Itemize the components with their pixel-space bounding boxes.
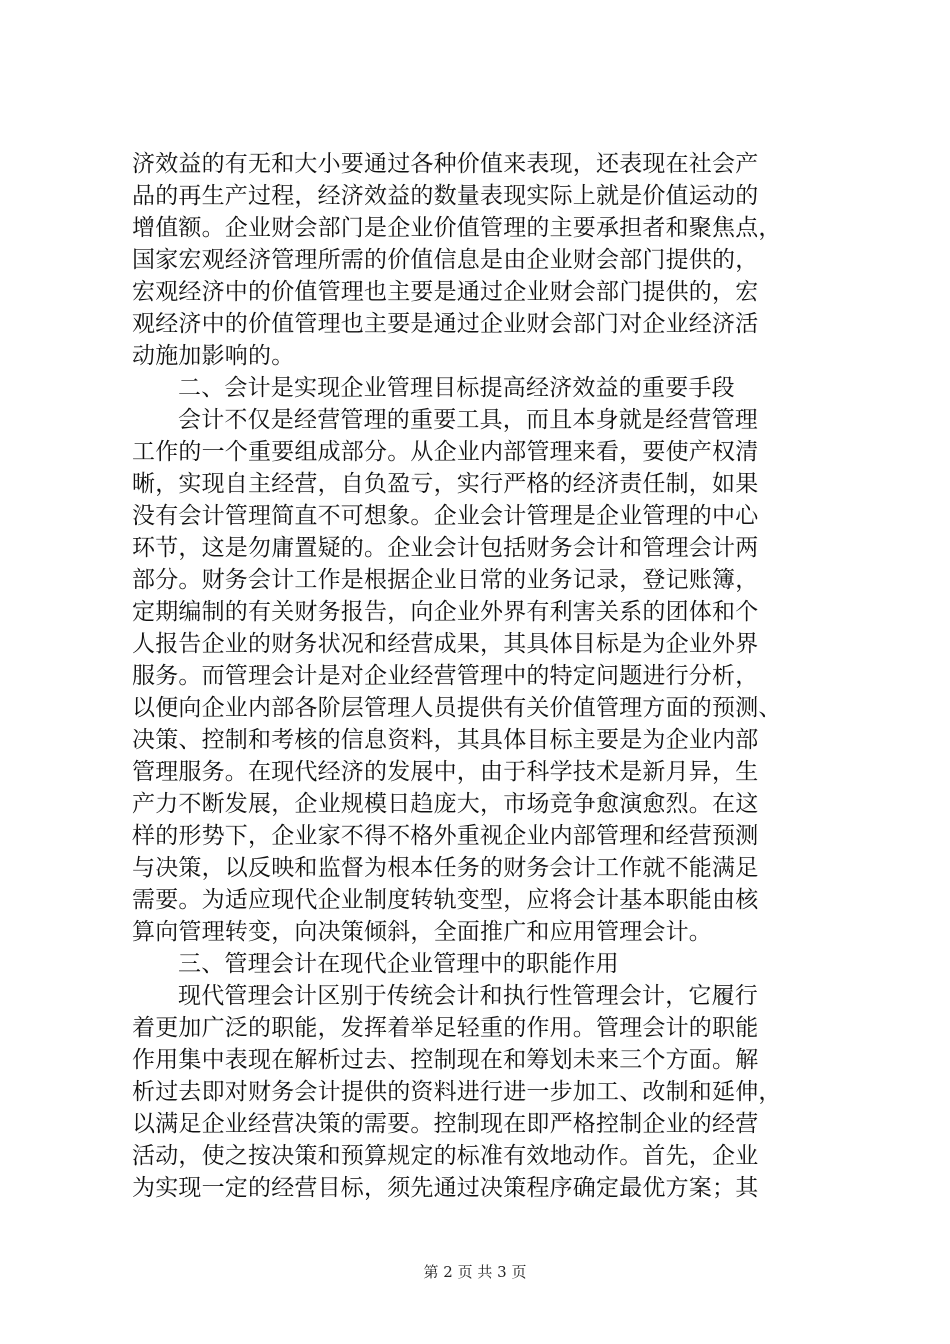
- text-line: 品的再生产过程，经济效益的数量表现实际上就是价值运动的: [132, 183, 759, 209]
- text-line: 现代管理会计区别于传统会计和执行性管理会计，它履行: [178, 983, 758, 1009]
- text-line: 定期编制的有关财务报告，向企业外界有利害关系的团体和个: [132, 599, 759, 625]
- text-line: 为实现一定的经营目标，须先通过决策程序确定最优方案；其: [132, 1175, 759, 1201]
- text-line: 晰，实现自主经营，自负盈亏，实行严格的经济责任制，如果: [132, 471, 759, 497]
- text-line: 作用集中表现在解析过去、控制现在和筹划未来三个方面。解: [132, 1047, 759, 1073]
- text-line: 算向管理转变，向决策倾斜，全面推广和应用管理会计。: [132, 919, 712, 945]
- text-line: 环节，这是勿庸置疑的。企业会计包括财务会计和管理会计两: [132, 535, 759, 561]
- text-line: 增值额。企业财会部门是企业价值管理的主要承担者和聚焦点，: [132, 215, 782, 241]
- text-line: 决策、控制和考核的信息资料，其具体目标主要是为企业内部: [132, 727, 759, 753]
- text-line: 样的形势下，企业家不得不格外重视企业内部管理和经营预测: [132, 823, 759, 849]
- text-line: 没有会计管理简直不可想象。企业会计管理是企业管理的中心: [132, 503, 759, 529]
- body-text: [132, 148, 822, 1204]
- text-line: 服务。而管理会计是对企业经营管理中的特定问题进行分析，: [132, 663, 759, 689]
- text-line: 宏观经济中的价值管理也主要是通过企业财会部门提供的，宏: [132, 279, 759, 305]
- text-line: 部分。财务会计工作是根据企业日常的业务记录，登记账簿，: [132, 567, 759, 593]
- text-line: 活动，使之按决策和预算规定的标准有效地动作。首先，企业: [132, 1143, 759, 1169]
- section-heading: 二、会计是实现企业管理目标提高经济效益的重要手段: [178, 375, 735, 401]
- text-line: 析过去即对财务会计提供的资料进行进一步加工、改制和延伸，: [132, 1079, 782, 1105]
- text-line: 着更加广泛的职能，发挥着举足轻重的作用。管理会计的职能: [132, 1015, 759, 1041]
- section-heading: 三、管理会计在现代企业管理中的职能作用: [178, 951, 619, 977]
- text-line: 观经济中的价值管理也主要是通过企业财会部门对企业经济活: [132, 311, 759, 337]
- text-line: 济效益的有无和大小要通过各种价值来表现，还表现在社会产: [132, 151, 759, 177]
- text-line: 国家宏观经济管理所需的价值信息是由企业财会部门提供的，: [132, 247, 759, 273]
- text-line: 以满足企业经营决策的需要。控制现在即严格控制企业的经营: [132, 1111, 759, 1137]
- text-line: 产力不断发展，企业规模日趋庞大，市场竞争愈演愈烈。在这: [132, 791, 759, 817]
- text-line: 以便向企业内部各阶层管理人员提供有关价值管理方面的预测、: [132, 695, 782, 721]
- text-line: 需要。为适应现代企业制度转轨变型，应将会计基本职能由核: [132, 887, 759, 913]
- text-line: 人报告企业的财务状况和经营成果，其具体目标是为企业外界: [132, 631, 759, 657]
- text-line: 管理服务。在现代经济的发展中，由于科学技术是新月异，生: [132, 759, 759, 785]
- page-number-footer: 第 2 页 共 3 页: [423, 1263, 527, 1281]
- text-line: 会计不仅是经营管理的重要工具，而且本身就是经营管理: [178, 407, 758, 433]
- text-line: 动施加影响的。: [132, 343, 295, 369]
- text-line: 与决策，以反映和监督为根本任务的财务会计工作就不能满足: [132, 855, 759, 881]
- text-line: 工作的一个重要组成部分。从企业内部管理来看，要使产权清: [132, 439, 759, 465]
